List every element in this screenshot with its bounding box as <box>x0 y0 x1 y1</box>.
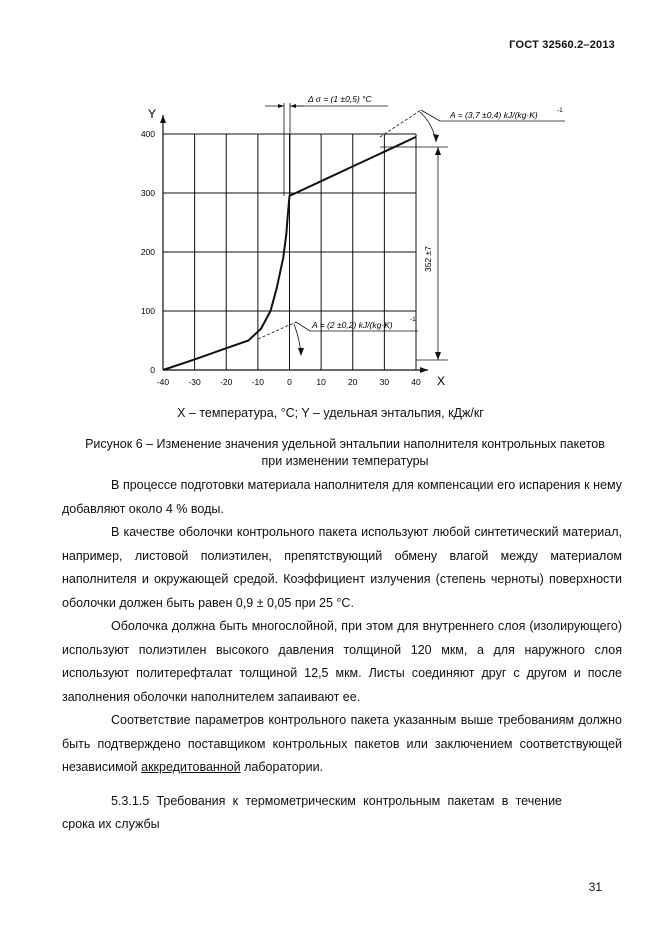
upper-slope-label: A = (3,7 ±0,4) kJ/(kg·K) <box>450 110 538 120</box>
x-tick-label: -30 <box>188 377 201 387</box>
paragraph-5: 5.3.1.5 Требования к термометрическим контрольным пакетам в течение срока их службы <box>62 793 562 831</box>
paragraph-2: В качестве оболочки контрольного пакета используют любой синтетический материал, например, листовой полиэтилен, препятствующий обмену влагой между материалом наполнителя и окружающей средой. Коэффициент излучения (степень черноты) поверхности оболочки должен быть равен 0,9 ± 0,05 при 25 °C. <box>62 525 622 610</box>
figure-title-line1: Рисунок 6 – Изменение значения удельной энтальпии наполнителя контрольных пакетов <box>85 437 605 451</box>
x-tick-label: -40 <box>156 377 170 387</box>
page-number: 31 <box>588 880 602 894</box>
figure-title <box>55 436 635 470</box>
document-header: ГОСТ 32560.2–2013 <box>509 39 615 51</box>
y-tick-labels <box>141 129 155 375</box>
x-tick-label: -20 <box>220 377 233 387</box>
height-label: 352 ±7 <box>423 246 433 272</box>
paragraph-4 <box>62 709 622 780</box>
x-axis-label: X <box>437 374 446 388</box>
y-tick-label: 100 <box>140 306 155 316</box>
enthalpy-chart <box>0 0 661 400</box>
y-tick-label: 0 <box>150 365 155 375</box>
lower-slope-annotation <box>258 316 418 356</box>
x-tick-label: 10 <box>316 377 326 387</box>
x-tick-label: 30 <box>379 377 390 387</box>
lower-slope-exponent: -1 <box>410 316 416 323</box>
y-tick-label: 400 <box>140 129 155 139</box>
x-axis-arrow <box>420 367 428 373</box>
upper-slope-annotation <box>380 107 565 142</box>
upper-slope-exponent: -1 <box>557 107 563 114</box>
x-tick-label: 0 <box>287 377 292 387</box>
paragraph-1: В процессе подготовки материала наполнителя для компенсации его испарения к нему добавляют около 4 % воды. <box>62 478 622 516</box>
paragraph-4-start: Соответствие параметров контрольного пакета указанным выше требованиям должно быть подтверждено поставщиком контрольных пакетов или заключением соответствующей независимой <box>62 713 622 774</box>
delta-t-annotation <box>265 94 388 196</box>
x-tick-label: 20 <box>348 377 358 387</box>
body-text <box>62 474 622 837</box>
lower-slope-label: A = (2 ±0,2) kJ/(kg·K) <box>312 320 393 330</box>
x-tick-label: -10 <box>251 377 265 387</box>
paragraph-4-end: лаборатории. <box>240 760 324 774</box>
y-axis-arrow <box>160 115 166 123</box>
y-tick-label: 200 <box>140 247 155 257</box>
y-tick-label: 300 <box>140 188 155 198</box>
delta-t-label: Δ σ = (1 ±0,5) °C <box>308 94 372 104</box>
axis-caption: X – температура, °C; Y – удельная энтальпия, кДж/кг <box>177 406 484 420</box>
chart-grid <box>163 134 416 370</box>
paragraph-3: Оболочка должна быть многослойной, при этом для внутреннего слоя (изолирующего) используют полиэтилен высокого давления толщиной 120 мкм, а для наружного слоя используют политерефталат толщиной 12,5 мкм. Листы соединяют друг с другом и после заполнения оболочки наполнителем запаивают ее. <box>62 619 622 704</box>
paragraph-4-underlined: аккредитованной <box>141 760 241 774</box>
y-axis-label: Y <box>148 107 157 121</box>
figure-title-line2: при изменении температуры <box>261 454 429 468</box>
x-tick-label: 40 <box>411 377 421 387</box>
x-tick-labels <box>157 377 421 387</box>
